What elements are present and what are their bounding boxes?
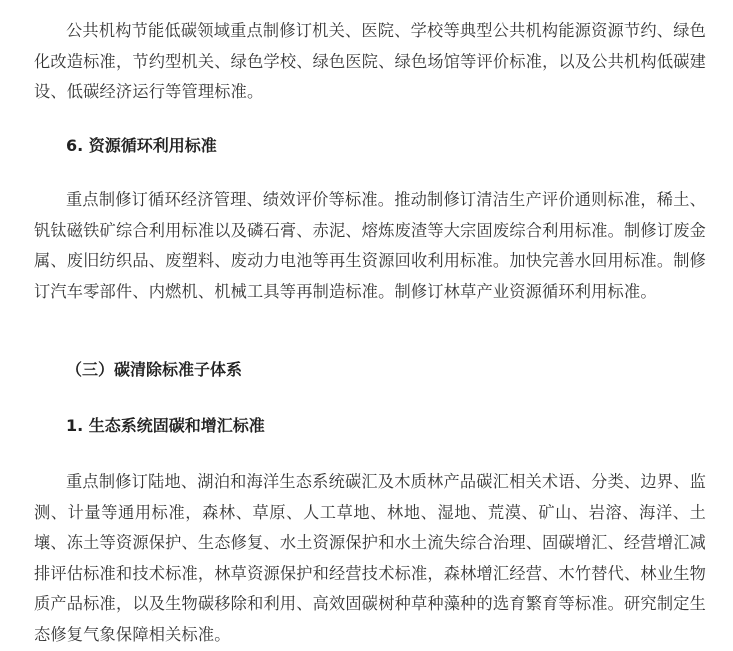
heading-resource-recycling: 6. 资源循环利用标准 bbox=[66, 136, 217, 155]
paragraph-resource-recycling: 重点制修订循环经济管理、绩效评价等标准。推动制修订清洁生产评价通则标准，稀土、钒钛磁铁矿综合利用标准以及磷石膏、赤泥、熔炼废渣等大宗固废综合利用标准。制修订废金属、废旧纺织品、废塑料、废动力电池等再生资源回收利用标准。加快完善水回用标准。制修订汽车零部件、内燃机、机械工具等再制造标准。制修订林草产业资源循环利用标准。 bbox=[34, 190, 706, 301]
heading-ecosystem-carbon-sink: 1. 生态系统固碳和增汇标准 bbox=[66, 416, 265, 435]
paragraph-public-institutions: 公共机构节能低碳领域重点制修订机关、医院、学校等典型公共机构能源资源节约、绿色化改造标准，节约型机关、绿色学校、绿色医院、绿色场馆等评价标准，以及公共机构低碳建设、低碳经济运行等管理标准。 bbox=[34, 21, 706, 101]
paragraph-ecosystem-carbon-sink: 重点制修订陆地、湖泊和海洋生态系统碳汇及木质林产品碳汇相关术语、分类、边界、监测、计量等通用标准，森林、草原、人工草地、林地、湿地、荒漠、矿山、岩溶、海洋、土壤、冻土等资源保护、生态修复、水土资源保护和水土流失综合治理、固碳增汇、经营增汇减排评估标准和技术标准，林草资源保护和经营技术标准，森林增汇经营、木竹替代、林业生物质产品标准，以及生物碳移除和利用、高效固碳树种草种藻种的选育繁育等标准。研究制定生态修复气象保障相关标准。 bbox=[34, 472, 706, 644]
heading-carbon-removal-subsystem: （三）碳清除标准子体系 bbox=[66, 360, 243, 379]
